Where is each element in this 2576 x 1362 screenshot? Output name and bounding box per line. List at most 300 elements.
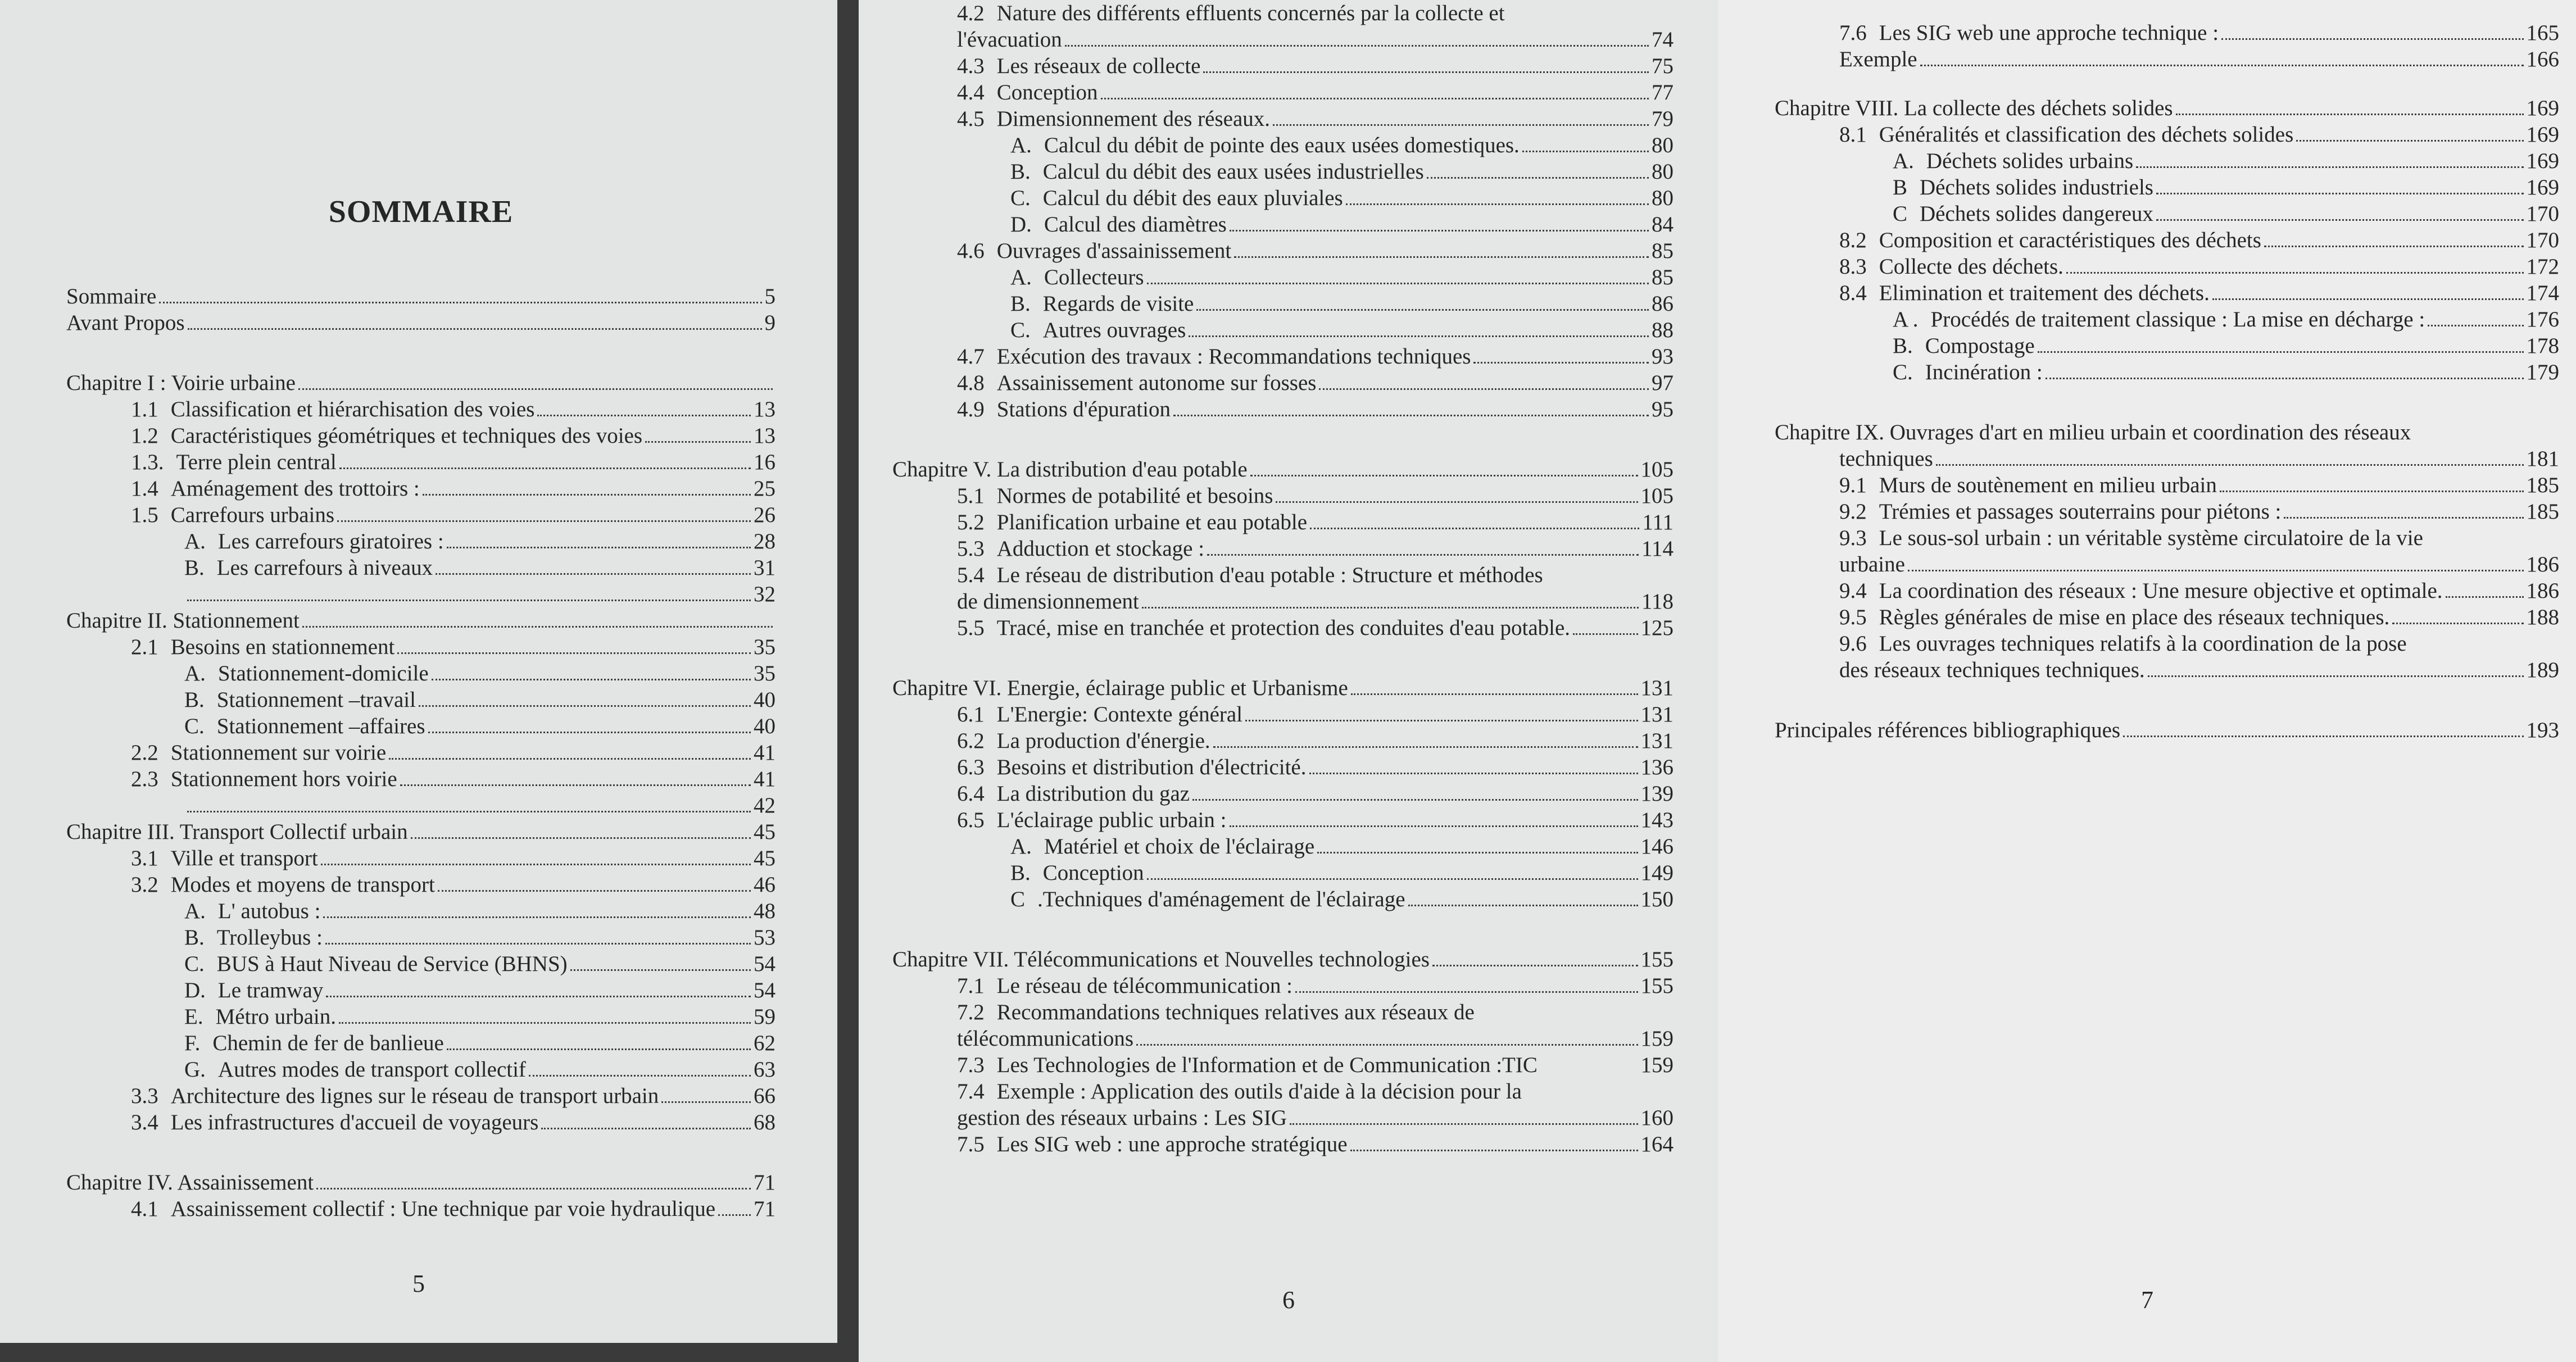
dot-leader — [2428, 325, 2523, 326]
toc-entry-text: Calcul du débit des eaux pluviales — [1042, 186, 1343, 210]
toc-entry-number: 9.3 — [1839, 526, 1867, 550]
toc-entry-title — [131, 845, 318, 871]
toc-entry-number: 4.1 — [131, 1197, 158, 1221]
toc-entry-number: 4.8 — [957, 371, 985, 395]
page-number: 5 — [412, 1270, 425, 1297]
toc-entry — [66, 924, 775, 951]
toc-entry — [1775, 280, 2559, 306]
dot-leader — [188, 328, 762, 330]
toc-entry-number: 6.5 — [957, 808, 985, 832]
toc-entry-text: Stationnement-domicile — [217, 661, 429, 685]
toc-entry-page: 165 — [2526, 21, 2559, 45]
dot-leader — [1136, 1044, 1638, 1046]
toc-entry-number: C. — [184, 714, 205, 738]
toc-entry-page: 159 — [1640, 1027, 1674, 1051]
toc-entry — [892, 0, 1674, 26]
toc-entry — [66, 766, 775, 792]
toc-entry — [892, 946, 1674, 973]
toc-entry-page: 181 — [2526, 447, 2559, 471]
toc-entry-text: Carrefours urbains — [170, 503, 335, 527]
toc-entry-text: L'Energie: Contexte général — [996, 702, 1243, 727]
toc-spacer — [66, 1136, 775, 1169]
toc-entry-title — [1839, 525, 2423, 551]
toc-entry-title — [957, 701, 1242, 728]
toc-entry — [1775, 604, 2559, 630]
dot-leader — [302, 626, 773, 628]
toc-entry-text: L'éclairage public urbain : — [996, 808, 1227, 832]
toc-entry-number: 4.6 — [957, 239, 985, 263]
toc-entry-number: 8.3 — [1839, 255, 1867, 279]
toc-entry-text: Les carrefours à niveaux — [216, 556, 433, 580]
toc-entry-page: 136 — [1640, 755, 1674, 779]
toc-entry-number: 4.3 — [957, 54, 985, 78]
toc-entry-page: 118 — [1641, 589, 1674, 614]
dot-leader — [1427, 177, 1649, 179]
dot-leader — [187, 600, 751, 601]
dot-leader — [1203, 71, 1649, 73]
dot-leader — [1432, 965, 1638, 966]
toc-entry-text: Trémies et passages souterrains pour piétons : — [1879, 500, 2282, 524]
toc-entry — [892, 211, 1674, 238]
toc-entry-page: 59 — [754, 1005, 775, 1029]
toc-entry-title — [131, 766, 397, 792]
toc-entry-title — [1839, 630, 2407, 657]
toc-entry — [66, 1083, 775, 1109]
dot-leader — [159, 302, 761, 303]
toc-entry-page: 114 — [1641, 537, 1674, 561]
toc-entry — [892, 1025, 1674, 1052]
toc-entry — [892, 132, 1674, 158]
toc-entry-title — [1010, 158, 1424, 185]
toc-entry-text: La distribution du gaz — [996, 782, 1190, 806]
dot-leader — [1273, 124, 1649, 126]
dot-leader — [326, 996, 751, 997]
dot-leader — [529, 1075, 751, 1077]
toc-entry — [66, 634, 775, 660]
toc-entry — [1775, 419, 2559, 446]
toc-entry-text: Autres modes de transport collectif — [217, 1057, 526, 1082]
toc-entry-page: 188 — [2526, 605, 2559, 629]
toc-entry-number: D. — [184, 978, 206, 1002]
toc-entry-number: G. — [184, 1057, 206, 1082]
toc-entry-page: 9 — [764, 311, 775, 335]
toc-entry — [892, 886, 1674, 912]
toc-entry-text: Chapitre VIII. La collecte des déchets solides — [1775, 96, 2173, 120]
toc-entry-number: C. — [1010, 186, 1031, 210]
dot-leader — [1230, 230, 1649, 231]
toc-entry — [892, 833, 1674, 860]
toc-entry — [1775, 121, 2559, 148]
toc-entry-page: 31 — [754, 556, 775, 580]
dot-leader — [2212, 298, 2524, 300]
toc-entry-number: 4.9 — [957, 397, 985, 421]
toc-entry — [892, 317, 1674, 343]
dot-leader — [2446, 596, 2524, 598]
toc-entry-number: A. — [184, 661, 206, 685]
toc-entry-text: Calcul du débit de pointe des eaux usées domestiques. — [1044, 133, 1520, 157]
toc-entry — [892, 999, 1674, 1025]
toc-entry — [66, 1169, 775, 1196]
toc-entry-page: 186 — [2526, 552, 2559, 576]
dot-leader — [2220, 491, 2524, 492]
toc-entry-page: 178 — [2526, 334, 2559, 358]
toc-entry-number: 7.6 — [1839, 21, 1867, 45]
toc-entry — [892, 158, 1674, 185]
toc-entry-text: La production d'énergie. — [996, 729, 1210, 753]
toc-entry — [1775, 446, 2559, 472]
toc-entry-title — [957, 535, 1204, 562]
toc-entry-text: Incinération : — [1925, 360, 2043, 384]
toc-entry-title — [131, 1109, 538, 1136]
toc-entry-text: techniques — [1839, 447, 1933, 471]
dot-leader — [447, 1048, 751, 1050]
page-number: 6 — [1282, 1286, 1295, 1314]
toc-entry-text: Collecteurs — [1044, 265, 1144, 289]
dot-leader — [2046, 378, 2524, 379]
toc-entry-title — [957, 728, 1210, 754]
dot-leader — [541, 1128, 751, 1129]
toc-entry-number: A . — [1893, 307, 1919, 332]
toc-entry — [66, 607, 775, 634]
toc-entry-text: Besoins en stationnement — [170, 635, 395, 659]
toc-entry-page: 71 — [754, 1197, 775, 1221]
toc-entry-title — [1839, 20, 2219, 46]
toc-entry — [1775, 657, 2559, 683]
toc-entry-text: Classification et hiérarchisation des voies — [170, 397, 535, 421]
toc-entry — [892, 509, 1674, 535]
toc-entry-text: Chapitre V. La distribution d'eau potable — [892, 457, 1248, 482]
toc-entry-page: 193 — [2526, 718, 2559, 742]
toc-entry — [66, 713, 775, 739]
toc-entry-text: Le tramway — [217, 978, 324, 1002]
toc-entry-number: 5.2 — [957, 510, 985, 534]
toc-entry-number: 4.5 — [957, 107, 985, 131]
toc-entry-text: Stationnement –travail — [216, 688, 416, 712]
toc-spacer — [892, 912, 1674, 946]
toc-entry-title — [1010, 211, 1227, 238]
toc-entry-number: 3.3 — [131, 1084, 158, 1108]
toc-entry — [1775, 201, 2559, 227]
toc-entry-title — [1010, 185, 1343, 211]
toc-entry-title — [131, 1083, 659, 1109]
dot-leader — [1065, 45, 1649, 47]
toc-entry-text: Principales références bibliographiques — [1775, 718, 2121, 742]
toc-entry-number: 9.6 — [1839, 632, 1867, 656]
dot-leader — [325, 943, 751, 945]
dot-leader — [323, 916, 751, 918]
dot-leader — [1908, 570, 2524, 571]
toc-entry-title — [957, 1105, 1287, 1131]
toc-entry-number: 7.3 — [957, 1053, 985, 1077]
dot-leader — [2123, 736, 2523, 737]
page-title: SOMMAIRE — [328, 194, 514, 229]
toc-entry-title — [1839, 472, 2217, 498]
toc-entry-title — [66, 370, 296, 396]
dot-leader — [1522, 151, 1649, 152]
toc-entry — [892, 754, 1674, 780]
toc-entry — [1775, 253, 2559, 280]
toc-entry-page: 35 — [754, 661, 775, 685]
toc-entry-title — [184, 1030, 444, 1056]
toc-entry — [66, 660, 775, 687]
toc-entry-number: 9.5 — [1839, 605, 1867, 629]
dot-leader — [428, 732, 751, 733]
toc-entry — [1775, 578, 2559, 604]
toc-spacer — [1775, 385, 2559, 419]
toc-entry-number: 7.2 — [957, 1000, 985, 1024]
toc-entry-title — [1010, 132, 1520, 158]
toc-entry-page: 66 — [754, 1084, 775, 1108]
toc-entry-text: télécommunications — [957, 1027, 1134, 1051]
dot-leader — [2156, 219, 2524, 221]
toc-entry-number: B. — [184, 556, 205, 580]
toc-entry — [892, 701, 1674, 728]
toc-entry-page: 74 — [1652, 28, 1674, 52]
toc-entry-text: Calcul des diamètres — [1044, 212, 1227, 237]
dot-leader — [2176, 114, 2524, 115]
toc-entry-title — [184, 687, 416, 713]
toc-entry-page: 185 — [2526, 500, 2559, 524]
toc-entry — [66, 871, 775, 898]
toc-entry-text: Matériel et choix de l'éclairage — [1044, 834, 1315, 859]
toc-entry-number: 6.1 — [957, 702, 985, 727]
toc-entry — [66, 1004, 775, 1030]
toc-entry-page: 41 — [754, 741, 775, 765]
toc-entry — [892, 483, 1674, 509]
dot-leader — [1936, 464, 2524, 466]
toc-entry-number: B — [1893, 175, 1908, 199]
toc-entry-title — [184, 660, 429, 687]
toc-entry-number: 1.5 — [131, 503, 158, 527]
toc-entry-text: Conception — [996, 80, 1098, 105]
toc-entry-title — [1893, 201, 2153, 227]
toc-entry-title — [957, 53, 1200, 79]
toc-entry-title — [131, 502, 334, 528]
toc-entry — [892, 26, 1674, 53]
toc-entry-page: 185 — [2526, 473, 2559, 497]
toc-entry — [66, 792, 775, 819]
toc-entry-title — [66, 819, 408, 845]
toc-entry-text: BUS à Haut Niveau de Service (BHNS) — [216, 952, 568, 976]
dot-leader — [1290, 1123, 1638, 1125]
toc-entry-title — [957, 562, 1543, 588]
toc-entry-text: Stationnement sur voirie — [170, 741, 387, 765]
toc-entry — [1775, 333, 2559, 359]
toc-entry-text: Recommandations techniques relatives aux réseaux de — [996, 1000, 1475, 1024]
toc-entry-number: 9.2 — [1839, 500, 1867, 524]
toc-entry-title — [957, 1025, 1133, 1052]
toc-entry-title — [957, 754, 1307, 780]
toc-entry-number: B. — [184, 925, 205, 950]
toc-entry-page: 172 — [2526, 255, 2559, 279]
toc-entry-page: 25 — [754, 476, 775, 501]
toc-entry-title — [957, 780, 1190, 807]
toc-entry-number: A. — [1010, 133, 1032, 157]
toc-entry — [1775, 20, 2559, 46]
dot-leader — [1573, 633, 1638, 635]
dot-leader — [2038, 351, 2524, 353]
dot-leader — [2221, 38, 2523, 40]
toc-entry-text: .Techniques d'aménagement de l'éclairage — [1037, 887, 1405, 911]
toc-entry — [892, 290, 1674, 317]
toc-entry-text: Le réseau de distribution d'eau potable : Structure et méthodes — [996, 563, 1543, 587]
toc-entry-page: 41 — [754, 767, 775, 791]
toc-entry-text: Stations d'épuration — [996, 397, 1171, 421]
toc-entry-text: Composition et caractéristiques des déchets — [1879, 228, 2261, 252]
toc-entry-number: 1.3. — [131, 450, 164, 474]
toc-entry-title — [957, 343, 1471, 370]
toc-entry-number: 8.4 — [1839, 281, 1867, 305]
toc-entry-title — [184, 898, 320, 924]
toc-entry-title — [1839, 446, 1933, 472]
toc-entry-text: Avant Propos — [66, 311, 185, 335]
toc-entry — [892, 264, 1674, 290]
toc-entry-page: 155 — [1640, 974, 1674, 998]
toc-entry-text: Regards de visite — [1042, 292, 1194, 316]
toc-entry — [892, 973, 1674, 999]
toc-entry-title — [1839, 280, 2210, 306]
toc-entry — [892, 675, 1674, 701]
toc-entry-number: 1.2 — [131, 424, 158, 448]
toc-entry-title — [957, 999, 1475, 1025]
toc-entry-number: 2.3 — [131, 767, 158, 791]
toc-entry — [892, 728, 1674, 754]
toc-entry-text: de dimensionnement — [957, 589, 1139, 614]
dot-leader — [339, 1022, 751, 1024]
toc-entry-number: 1.1 — [131, 397, 158, 421]
toc-entry — [66, 1030, 775, 1056]
toc-entry-page: 80 — [1652, 186, 1674, 210]
toc-entry-text: Chapitre IX. Ouvrages d'art en milieu urbain et coordination des réseaux — [1775, 420, 2411, 444]
dot-leader — [2264, 246, 2524, 247]
toc-entry-text: Sommaire — [66, 284, 157, 308]
toc-entry-page: 46 — [754, 873, 775, 897]
toc-entry-text: Terre plein central — [176, 450, 337, 474]
toc-list — [892, 0, 1674, 1157]
toc-entry-text: Exécution des travaux : Recommandations techniques — [996, 344, 1471, 369]
toc-entry-text: Chemin de fer de banlieue — [212, 1031, 444, 1055]
toc-entry — [1775, 630, 2559, 657]
toc-entry-page: 5 — [764, 284, 775, 308]
toc-spacer — [1775, 683, 2559, 717]
toc-entry-page: 164 — [1640, 1132, 1674, 1156]
toc-entry-number: D. — [1010, 212, 1032, 237]
toc-entry-title — [184, 555, 433, 581]
dot-leader — [187, 811, 751, 812]
toc-entry-text: Déchets solides industriels — [1920, 175, 2153, 199]
toc-entry-title — [1010, 290, 1194, 317]
toc-entry-page: 169 — [2526, 149, 2559, 173]
toc-entry-page: 53 — [754, 925, 775, 950]
toc-entry-number: 4.7 — [957, 344, 985, 369]
toc-entry-title — [184, 713, 425, 739]
toc-entry — [892, 238, 1674, 264]
toc-spacer — [892, 423, 1674, 456]
dot-leader — [1350, 1150, 1638, 1151]
toc-entry-number: C. — [184, 952, 205, 976]
toc-entry-text: l'évacuation — [957, 28, 1062, 52]
toc-entry — [66, 528, 775, 555]
toc-entry-page: 189 — [2526, 658, 2559, 682]
toc-entry-text: Le réseau de télécommunication : — [996, 974, 1293, 998]
dot-leader — [1101, 98, 1649, 99]
toc-entry-page: 80 — [1652, 160, 1674, 184]
toc-entry-text: Compostage — [1925, 334, 2035, 358]
toc-entry — [892, 615, 1674, 641]
toc-entry-page: 68 — [754, 1110, 775, 1134]
toc-entry — [66, 475, 775, 502]
toc-entry — [892, 370, 1674, 396]
dot-leader — [2392, 623, 2523, 624]
toc-entry-page: 42 — [754, 793, 775, 818]
toc-entry-text: Les réseaux de collecte — [996, 54, 1201, 78]
dot-leader — [1473, 362, 1649, 364]
toc-entry-text: Les ouvrages techniques relatifs à la coordination de la pose — [1879, 632, 2407, 656]
toc-entry-text: Métro urbain. — [215, 1005, 337, 1029]
dot-leader — [1245, 720, 1638, 721]
toc-entry-text: Les Technologies de l'Information et de Communication :TIC — [996, 1053, 1538, 1077]
toc-list — [66, 283, 775, 1222]
dot-leader — [1142, 607, 1639, 609]
toc-entry-page: 63 — [754, 1057, 775, 1082]
toc-entry-page: 105 — [1640, 457, 1674, 482]
toc-entry-text: Ville et transport — [170, 846, 318, 870]
dot-leader — [1147, 283, 1649, 284]
toc-entry-title — [957, 483, 1273, 509]
toc-entry-title — [184, 1004, 336, 1030]
toc-entry-text: Nature des différents effluents concernés par la collecte et — [996, 1, 1505, 25]
toc-entry-text: Elimination et traitement des déchets. — [1879, 281, 2210, 305]
toc-entry-number: E. — [184, 1005, 203, 1029]
toc-entry-text: Caractéristiques géométriques et techniques des voies — [170, 424, 643, 448]
toc-entry — [66, 396, 775, 423]
toc-entry — [66, 423, 775, 449]
toc-entry-page: 186 — [2526, 579, 2559, 603]
toc-entry-title — [957, 106, 1270, 132]
dot-leader — [438, 890, 751, 892]
toc-entry-text: Les SIG web : une approche stratégique — [996, 1132, 1348, 1156]
toc-entry-title — [66, 1169, 314, 1196]
toc-entry-text: Règles générales de mise en place des réseaux techniques. — [1879, 605, 2390, 629]
toc-entry-text: Adduction et stockage : — [996, 537, 1205, 561]
toc-entry-page: 155 — [1640, 947, 1674, 971]
toc-entry-title — [957, 26, 1062, 53]
toc-entry — [66, 898, 775, 924]
toc-entry-text: Architecture des lignes sur le réseau de transport urbain — [170, 1084, 659, 1108]
toc-entry-title — [957, 370, 1316, 396]
toc-entry-page: 77 — [1652, 80, 1674, 105]
toc-entry — [892, 1078, 1674, 1105]
toc-entry-text: Chapitre II. Stationnement — [66, 609, 300, 633]
toc-entry-number: 9.4 — [1839, 579, 1867, 603]
toc-entry-number: B. — [1010, 292, 1031, 316]
toc-entry-title — [1010, 833, 1314, 860]
toc-entry-page: 75 — [1652, 54, 1674, 78]
toc-entry-text: Tracé, mise en tranchée et protection des conduites d'eau potable. — [996, 616, 1571, 640]
toc-entry — [892, 396, 1674, 423]
toc-spacer — [1775, 72, 2559, 95]
toc-entry-page: 169 — [2526, 175, 2559, 199]
dot-leader — [1207, 554, 1639, 556]
toc-entry-page: 28 — [754, 529, 775, 553]
toc-entry-page: 88 — [1652, 318, 1674, 342]
toc-spacer — [66, 336, 775, 370]
toc-entry-page: 85 — [1652, 265, 1674, 289]
dot-leader — [400, 784, 751, 786]
toc-entry-title — [1775, 419, 2411, 446]
toc-entry-title — [184, 977, 323, 1004]
toc-entry-text: Planification urbaine et eau potable — [996, 510, 1308, 534]
